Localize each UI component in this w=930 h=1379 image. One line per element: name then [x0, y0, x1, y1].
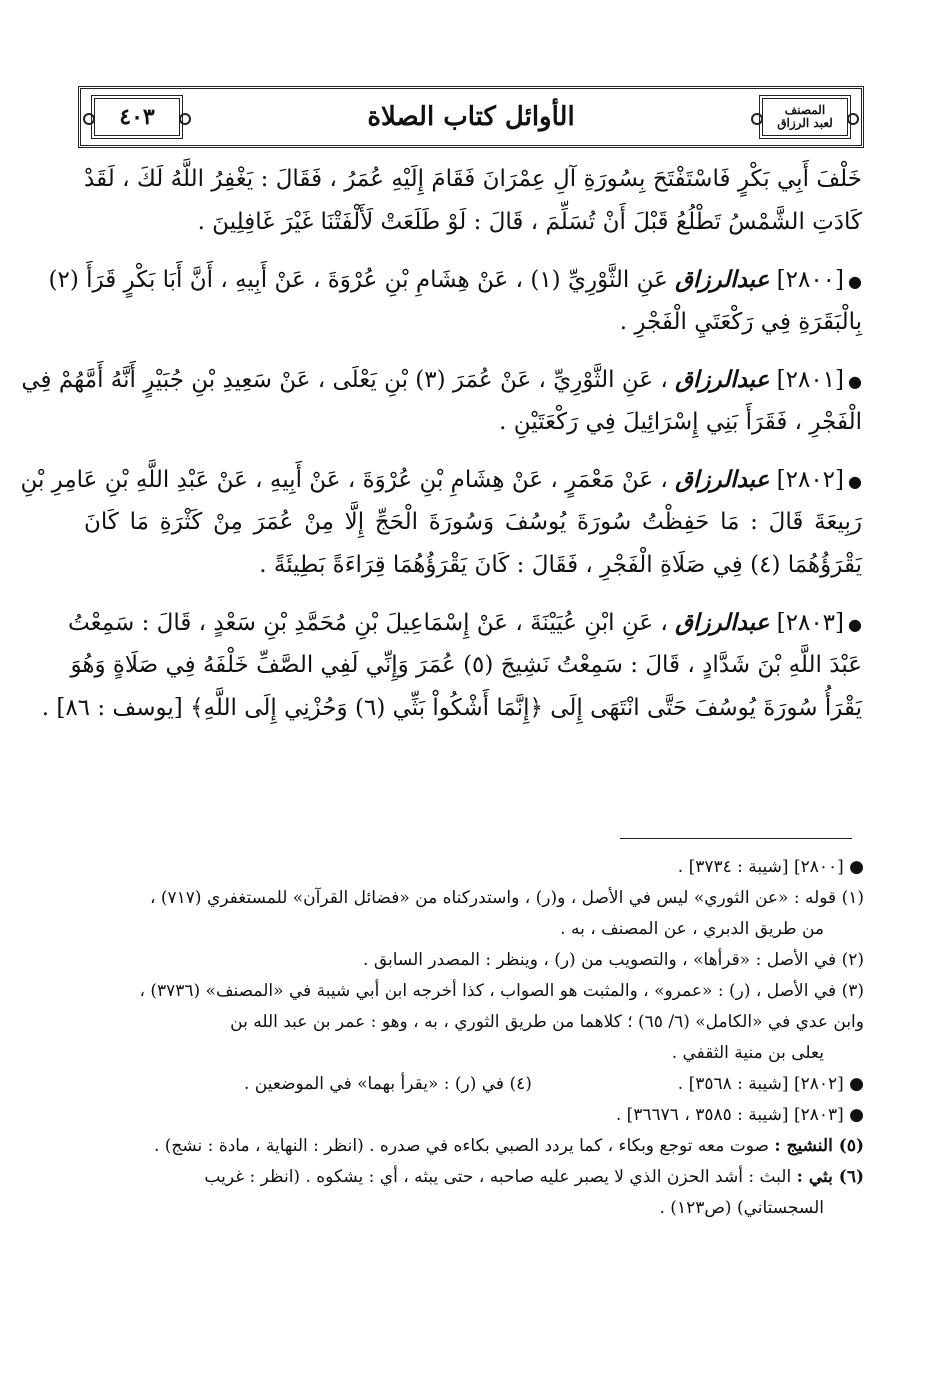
- logo-line-1: المصنف: [784, 103, 826, 117]
- footnotes: [84, 852, 864, 1224]
- footnote-6-cont: السجستاني) (ص١٢٣) .: [659, 1198, 824, 1218]
- hadith-2801: [21, 358, 862, 444]
- text-line: يَقْرَأُ سُورَةَ يُوسُفَ حَتَّى انْتَهَى إِلَى ﴿إِنَّمَا أَشْكُواْ بَثِّي (٦) وَحُزْنِي إِلَى اللَّهِ﴾ [يوسف : ٨٦] .: [41, 695, 862, 721]
- logo-line-2: لعبد الرزاق: [777, 116, 833, 130]
- source-note-2800: ● [٢٨٠٠] [شيبة : ٣٧٣٤] .: [677, 857, 864, 877]
- page-number: ٤٠٣: [119, 104, 155, 130]
- text-line: يَقْرَؤُهُمَا (٤) فِي صَلَاةِ الْفَجْرِ ، فَقَالَ : كَانَ يَقْرَؤُهُمَا قِرَاءَةً بَطِيئَةً .: [259, 552, 862, 578]
- hadith-number: [٢٨٠١]: [776, 367, 845, 393]
- narrator-name: عبدالرزاق: [675, 609, 770, 636]
- footnote-3-cont: وابن عدي في «الكامل» (٦/ ٦٥) ؛ كلاهما من طريق الثوري ، به ، وهو : عمر بن عبد الله بن: [230, 1012, 864, 1032]
- text-line: [21, 358, 862, 401]
- hadith-number: [٢٨٠٠]: [776, 267, 845, 293]
- hadith-text: ، عَنِ الثَّوْرِيِّ ، عَنْ عُمَرَ (٣) بْنِ يَعْلَى ، عَنْ سَعِيدِ بْنِ جُبَيْرٍ أَنَّهُ أَمَّهُمْ فِي: [21, 367, 668, 393]
- main-text: [20, 158, 862, 744]
- footnote-3-cont: يعلى بن منية الثقفي .: [671, 1043, 824, 1063]
- text-line: الْفَجْرِ ، فَقَرَأَ بَنِي إِسْرَائِيلَ فِي رَكْعَتَيْنِ .: [499, 409, 862, 435]
- narrator-name: عبدالرزاق: [675, 366, 770, 393]
- source-note-2802: ● [٢٨٠٢] [شيبة : ٣٥٦٨] .: [677, 1074, 864, 1094]
- text-line: خَلْفَ أَبِي بَكْرٍ فَاسْتَفْتَحَ بِسُورَةِ آلِ عِمْرَانَ فَقَامَ إِلَيْهِ عُمَرُ ، فَقَالَ : يَغْفِرُ اللَّهُ لَكَ ، لَقَدْ: [84, 166, 862, 192]
- page-header: [78, 86, 864, 148]
- narrator-name: عبدالرزاق: [675, 266, 770, 293]
- footnote-1: (١) قوله : «عن الثوري» ليس في الأصل ، و(ر) ، واستدركناه من «فضائل القرآن» للمستغفري (٧١٧) ،: [149, 888, 864, 908]
- source-note-2803: ● [٢٨٠٣] [شيبة : ٣٥٨٥ ، ٣٦٦٧٦] .: [615, 1105, 864, 1125]
- footnote-divider: [620, 838, 852, 839]
- hadith-2803: [41, 601, 862, 730]
- footnote-3: (٣) في الأصل ، (ر) : «عمرو» ، والمثبت هو الصواب ، كذا أخرجه ابن أبي شيبة في «المصنف» (٣٧٣٦) ،: [139, 981, 864, 1001]
- footnote-text: صوت معه توجع وبكاء ، كما يردد الصبي بكاءه في صدره . (انظر : النهاية ، مادة : نشج) .: [153, 1136, 769, 1156]
- footnote-6: [84, 1162, 864, 1193]
- text-line: بِالْبَقَرَةِ فِي رَكْعَتَيِ الْفَجْرِ .: [619, 309, 862, 335]
- footnote-5: [84, 1131, 864, 1162]
- hadith-text: عَنِ الثَّوْرِيِّ (١) ، عَنْ هِشَامِ بْنِ عُرْوَةَ ، عَنْ أَبِيهِ ، أَنَّ أَبَا بَكْرٍ قَرَأَ (٢): [48, 267, 668, 293]
- hadith-text: ، عَنِ ابْنِ عُيَيْنَةَ ، عَنْ إِسْمَاعِيلَ بْنِ مُحَمَّدِ بْنِ سَعْدٍ ، قَالَ : سَمِعْتُ: [68, 610, 668, 636]
- hadith-2802: [20, 458, 862, 587]
- chapter-title: الأوائل كتاب الصلاة: [367, 102, 575, 132]
- text-line: [68, 601, 862, 644]
- bullet-icon: ●: [848, 372, 862, 391]
- bullet-icon: ●: [848, 472, 862, 491]
- notes-row: [84, 1069, 864, 1100]
- footnote-term: (٦) بثي :: [796, 1167, 864, 1187]
- narrator-name: عبدالرزاق: [675, 466, 770, 493]
- text-line: [20, 458, 862, 501]
- footnote-2: (٢) في الأصل : «قرأها» ، والتصويب من (ر) ، وينظر : المصدر السابق .: [363, 950, 864, 970]
- text-line: رَبِيعَةَ قَالَ : مَا حَفِظْتُ سُورَةَ يُوسُفَ وَسُورَةَ الْحَجِّ إِلَّا مِنْ عُمَرَ مِنْ كَثْرَةِ مَا كَانَ: [84, 509, 862, 535]
- bullet-icon: ●: [848, 272, 862, 291]
- footnote-text: البث : أشد الحزن الذي لا يصبر عليه صاحبه ، حتى يبثه ، أي : يشكوه . (انظر : غريب: [204, 1167, 792, 1187]
- page-number-box: [91, 95, 183, 139]
- footnote-term: (٥) النشيج :: [774, 1136, 864, 1156]
- footnote-1-cont: من طريق الدبري ، عن المصنف ، به .: [560, 919, 824, 939]
- hadith-text: ، عَنْ مَعْمَرٍ ، عَنْ هِشَامِ بْنِ عُرْوَةَ ، عَنْ أَبِيهِ ، عَنْ عَبْدِ اللَّهِ بْنِ عَامِرِ بْنِ: [20, 467, 668, 493]
- text-line: [48, 258, 862, 301]
- hadith-2800: [48, 258, 862, 344]
- text-line: كَادَتِ الشَّمْسُ تَطْلُعُ قَبْلَ أَنْ تُسَلِّمَ ، قَالَ : لَوْ طَلَعَتْ لَأَلْفَتْنَا غَيْرَ غَافِلِينَ .: [197, 209, 862, 235]
- bullet-icon: ●: [848, 615, 862, 634]
- hadith-number: [٢٨٠٢]: [776, 467, 845, 493]
- footnote-4: (٤) في (ر) : «يقرأ بهما» في الموضعين .: [244, 1074, 532, 1094]
- book-logo: [759, 95, 851, 139]
- paragraph-intro: [84, 158, 862, 244]
- hadith-number: [٢٨٠٣]: [776, 610, 845, 636]
- text-line: عَبْدَ اللَّهِ بْنَ شَدَّادٍ ، قَالَ : سَمِعْتُ نَشِيجَ (٥) عُمَرَ وَإِنِّي لَفِي الصَّفِّ خَلْفَهُ فِي صَلَاةٍ وَهُوَ: [70, 652, 862, 678]
